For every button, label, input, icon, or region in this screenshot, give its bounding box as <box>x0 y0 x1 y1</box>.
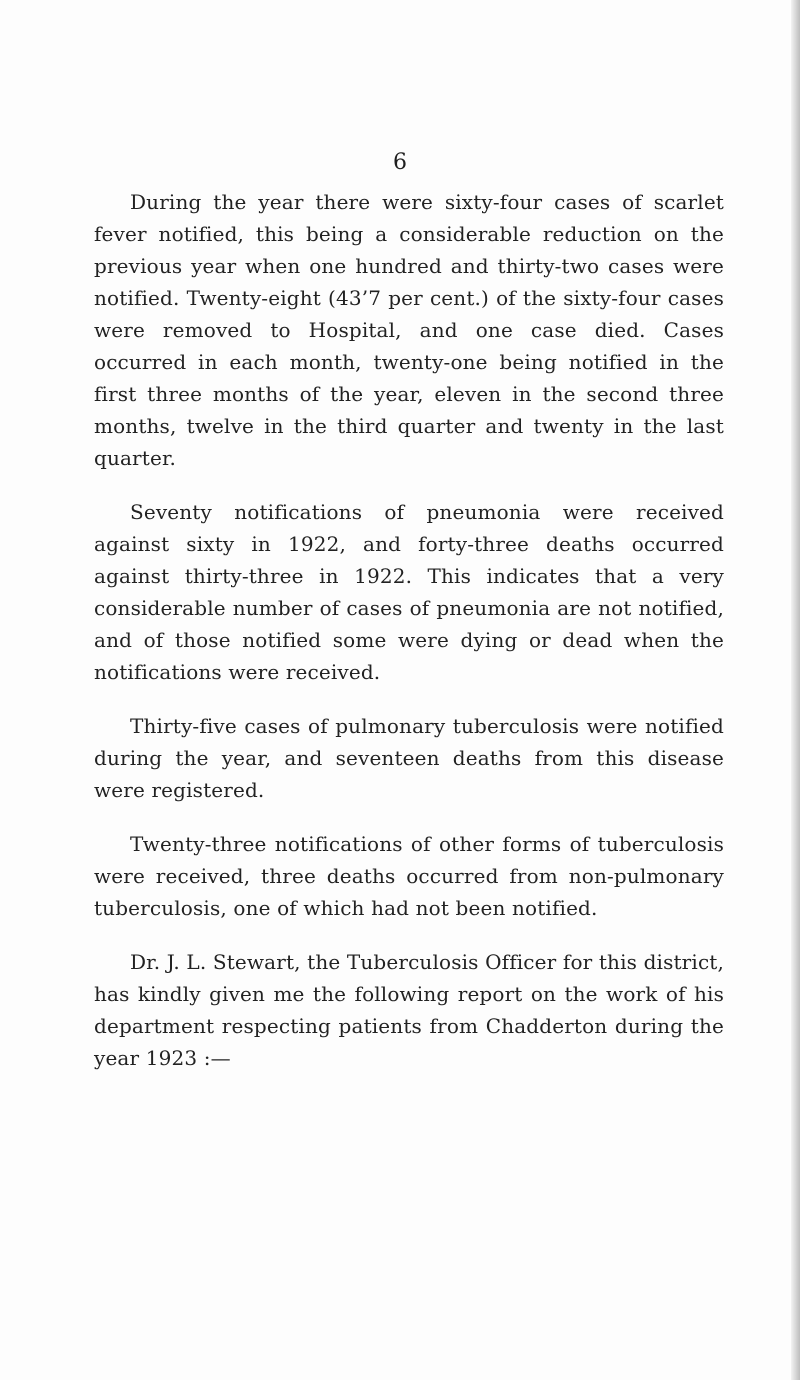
page-edge-shadow <box>791 0 800 1380</box>
paragraph-scarlet-fever: During the year there were sixty-four cases of scarlet fever notified, this being a considerable reduction on the previous year when one hundred and thirty-two cases were notified. Twenty-eight (43’7 per cent.) of the sixty-four cases were removed to Hospital, and one case died. Cases occurred in each month, twenty-one being notified in the first three months of the year, eleven in the second three months, twelve in the third quarter and twenty in the last quarter. <box>94 190 724 470</box>
paragraph-tuberculosis-officer-report: Dr. J. L. Stewart, the Tuberculosis Officer for this district, has kindly given me the following report on the work of his department respecting patients from Chadderton during the year 1923 :— <box>94 950 724 1070</box>
paragraph-other-tuberculosis: Twenty-three notifications of other forms of tuberculosis were received, three deaths occurred from non-pulmonary tuberculosis, one of which had not been notified. <box>94 832 724 920</box>
paragraph-pulmonary-tuberculosis: Thirty-five cases of pulmonary tuberculosis were notified during the year, and seventeen deaths from this disease were registered. <box>94 714 724 802</box>
page-number: 6 <box>393 150 407 175</box>
report-body <box>94 186 724 1096</box>
paragraph-pneumonia: Seventy notifications of pneumonia were received against sixty in 1922, and forty-three deaths occurred against thirty-three in 1922. This indicates that a very considerable number of cases of pneumonia are not notified, and of those notified some were dying or dead when the notifications were received. <box>94 500 724 684</box>
